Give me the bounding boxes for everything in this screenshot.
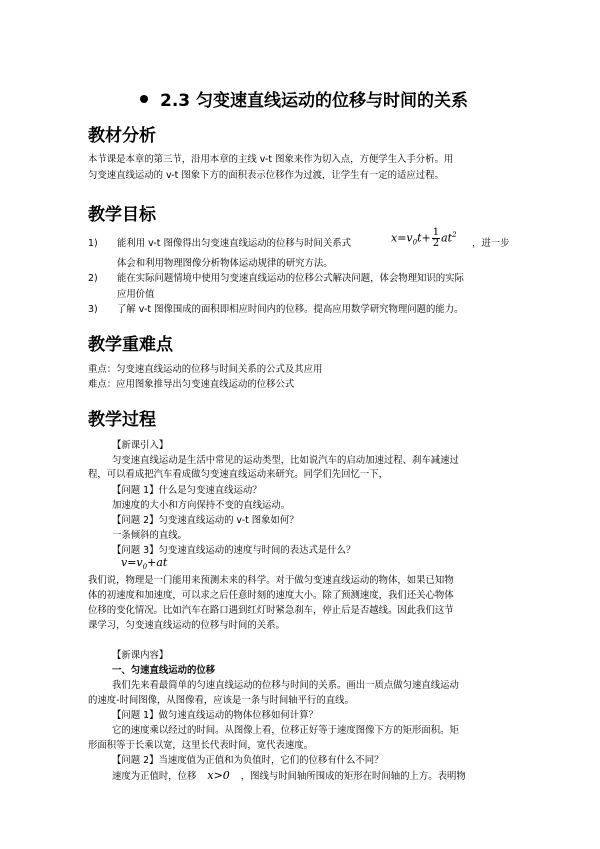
displacement-inequality: x>0	[207, 769, 230, 782]
formula-square: 2	[452, 230, 457, 239]
heading-analysis: 教材分析	[88, 126, 156, 146]
analysis-line-2: 匀变速直线运动的 v-t 图象下方的面积表示位移作为过渡，让学生有一定的适应过程。	[88, 170, 444, 181]
formula-at: at	[441, 231, 453, 245]
subheading-text: 一、匀速直线运动的位移	[112, 665, 216, 676]
heading-process: 教学过程	[88, 410, 156, 430]
paragraph-line-1: 我们说，物理是一门能用来预测未来的科学。对于做匀变速直线运动的物体，如果已知物	[88, 575, 454, 586]
heading-key-points: 教学重难点	[88, 335, 173, 355]
goal-1-tail: ，进一步	[472, 238, 510, 249]
goal-2-number: 2)	[88, 273, 98, 284]
intro-line-2: 程，可以看成把汽车看成做匀变速直线运动来研究。同学们先回忆一下，	[88, 469, 389, 480]
question-2: 【问题 2】匀变速直线运动的 v-t 图象如何？	[112, 515, 299, 526]
goal-1-line-2: 体会和利用物理图像分析物体运动规律的研究方法。	[117, 258, 333, 269]
intro-tag: 【新课引入】	[112, 440, 169, 451]
intro-line-1: 匀变速直线运动是生活中常见的运动类型，比如说汽车的启动加速过程、刹车减速过	[112, 455, 459, 466]
heading-goals: 教学目标	[88, 205, 156, 225]
goal-1-number: 1)	[88, 238, 98, 249]
paragraph-line-2: 体的初速度和加速度，可以求之后任意时刻的速度大小。除了预测速度，我们还关心物体	[88, 590, 454, 601]
new-content-tag: 【新课内容】	[112, 650, 169, 661]
answer-3-formula	[121, 556, 167, 571]
answer-2: 一条倾斜的直线。	[112, 530, 188, 541]
analysis-line-1: 本节课是本章的第三节，沿用本章的主线 v-t 图象来作为切入点，方便学生入手分析。用	[88, 154, 454, 165]
key-point-line: 重点：匀变速直线运动的位移与时间关系的公式及其应用	[88, 364, 323, 375]
uniform-line-5-pre: 速度为正值时，位移	[112, 771, 197, 782]
uniform-line-5	[112, 768, 466, 784]
question-5: 【问题 2】当速度值为正值和为负值时，它们的位移有什么不同？	[112, 755, 384, 766]
velocity-formula-lhs: v=v	[121, 556, 143, 569]
velocity-formula-rest: +at	[147, 556, 168, 569]
document-title-text: 2.3 匀变速直线运动的位移与时间的关系	[160, 91, 469, 111]
goal-1-text: 能利用 v-t 图像得出匀变速直线运动的位移与时间关系式	[117, 238, 351, 249]
uniform-line-2: 的速度-时间图像，从图像看，应该是一条与时间轴平行的直线。	[88, 695, 354, 706]
goal-2-line-2: 应用价值	[117, 289, 155, 300]
formula-lhs: x=v	[391, 231, 413, 245]
fraction-numerator: 1	[432, 227, 440, 238]
fraction-denominator: 2	[432, 238, 440, 249]
question-1: 【问题 1】什么是匀变速直线运动？	[112, 485, 262, 496]
paragraph-line-4: 课学习，匀变速直线运动的位移与时间的关系。	[88, 620, 285, 631]
uniform-line-3: 它的速度乘以经过的时间。从图像上看，位移正好等于速度图像下方的矩形面积。矩	[112, 725, 459, 736]
goal-3-line-1: 了解 v-t 图像围成的面积即相应时间内的位移。提高应用数学研究物理问题的能力。	[117, 304, 464, 315]
bullet-icon	[140, 95, 148, 103]
question-4: 【问题 1】做匀速直线运动的物体位移如何计算？	[112, 710, 318, 721]
goal-2-line-1: 能在实际问题情境中使用匀变速直线运动的位移公式解决问题，体会物理知识的实际	[117, 273, 464, 284]
uniform-line-5-post: ，图线与时间轴所围成的矩形在时间轴的上方。表明物	[240, 771, 466, 782]
subheading-uniform-motion	[112, 663, 215, 678]
document-title	[140, 86, 468, 111]
goal-1-formula	[391, 228, 457, 249]
question-3: 【问题 3】匀变速直线运动的速度与时间的表达式是什么？	[112, 545, 356, 556]
difficult-point-line: 难点：应用图象推导出匀变速直线运动的位移公式	[88, 379, 295, 390]
paragraph-line-3: 位移的变化情况。比如汽车在路口遇到红灯时紧急刹车，停止后是否越线。因此我们这节	[88, 605, 454, 616]
formula-t: t+	[417, 231, 431, 245]
velocity-formula-sub: 0	[142, 563, 148, 572]
formula-fraction	[432, 228, 440, 249]
goal-3-number: 3)	[88, 304, 98, 315]
formula-sub: 0	[412, 238, 418, 247]
uniform-line-1: 我们先来看最简单的匀速直线运动的位移与时间的关系。画出一质点做匀速直线运动	[112, 680, 459, 691]
uniform-line-4: 形面积等于长乘以宽，这里长代表时间，宽代表速度。	[88, 740, 314, 751]
goal-1-line-1	[117, 236, 351, 251]
answer-1: 加速度的大小和方向保持不变的直线运动。	[112, 500, 291, 511]
